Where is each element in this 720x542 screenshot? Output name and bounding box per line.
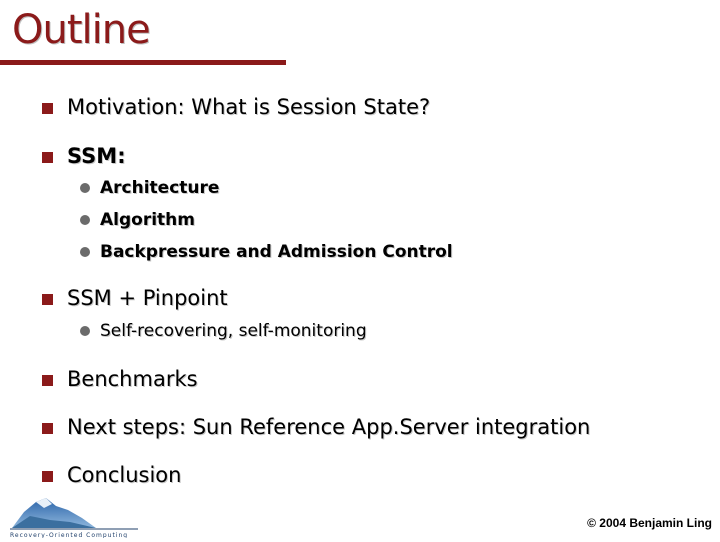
copyright-footer: © 2004 Benjamin Ling: [587, 516, 712, 530]
bullet-text: Motivation: What is Session State?: [67, 95, 431, 119]
square-bullet-icon: [42, 471, 53, 482]
square-bullet-icon: [42, 152, 53, 163]
sub-bullet-text: Self-recovering, self-monitoring: [100, 321, 367, 341]
bullet-text: Next steps: Sun Reference App.Server integration: [67, 415, 591, 439]
round-bullet-icon: [80, 215, 90, 225]
square-bullet-icon: [42, 423, 53, 434]
square-bullet-icon: [42, 375, 53, 386]
round-bullet-icon: [80, 247, 90, 257]
round-bullet-icon: [80, 326, 90, 336]
sub-bullet-text: Algorithm: [100, 210, 195, 230]
mountain-logo-icon: [10, 494, 140, 538]
square-bullet-icon: [42, 103, 53, 114]
bullet-text: Benchmarks: [67, 367, 198, 391]
title-underline: [0, 60, 286, 65]
sub-bullet-text: Backpressure and Admission Control: [100, 242, 453, 262]
bullet-text: SSM:: [67, 144, 126, 168]
logo-wordmark: Recovery-Oriented Computing: [10, 532, 129, 538]
bullet-text: Conclusion: [67, 463, 182, 487]
sub-bullet-text: Architecture: [100, 178, 220, 198]
slide-title: Outline: [12, 7, 150, 53]
round-bullet-icon: [80, 183, 90, 193]
square-bullet-icon: [42, 294, 53, 305]
bullet-text: SSM + Pinpoint: [67, 286, 228, 310]
